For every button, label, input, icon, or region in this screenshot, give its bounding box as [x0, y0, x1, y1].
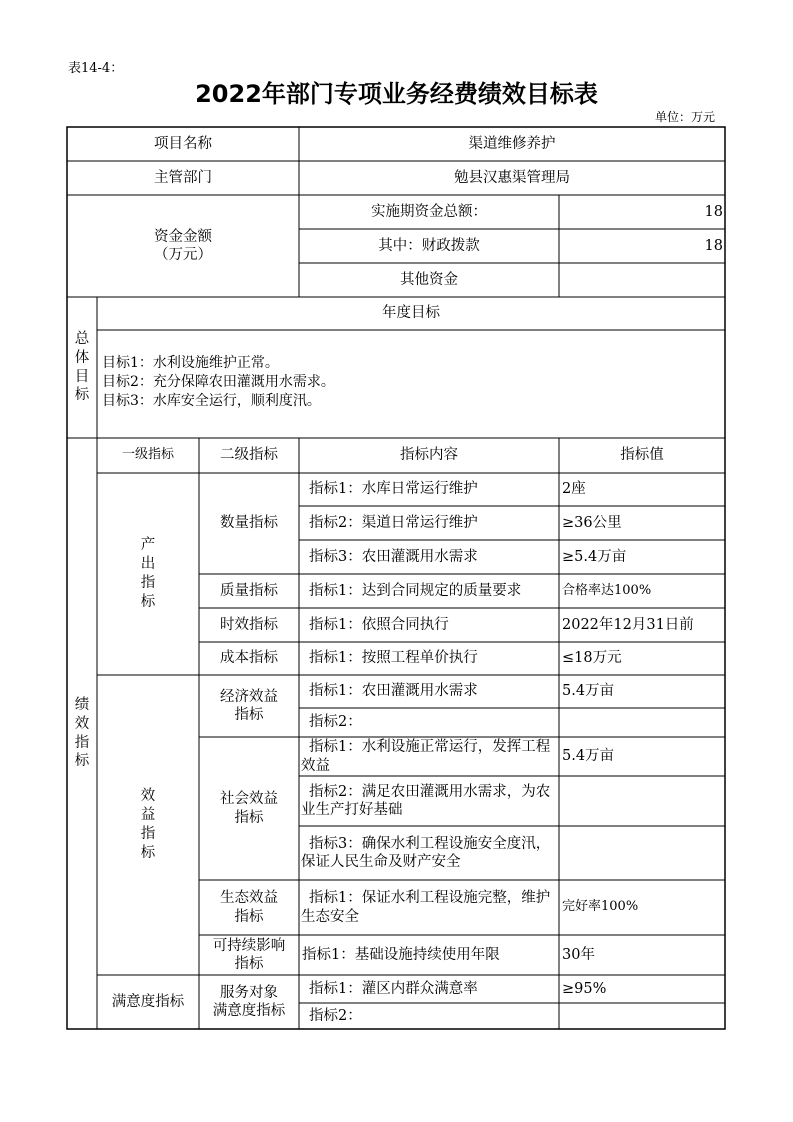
unit-label: 单位：万元: [655, 110, 716, 124]
sustainable-impact-label: [199, 935, 299, 975]
indicator-value: ≥5.4万亩: [562, 548, 627, 565]
indicator-value: 5.4万亩: [562, 748, 615, 765]
project-name-label: 项目名称: [154, 135, 212, 152]
performance-side-label: [67, 438, 97, 1029]
funds-label: [67, 195, 299, 297]
output-char-3: 指: [140, 575, 156, 591]
annual-goal-header: 年度目标: [382, 305, 440, 322]
output-char-2: 出: [140, 556, 156, 573]
indicator-value: [559, 1003, 725, 1029]
indicator-content: 指标1：水库日常运行维护: [309, 481, 478, 498]
benefit-indicators-label: [97, 675, 199, 975]
indicator-content: 指标1：灌区内群众满意率: [309, 980, 478, 997]
service-line1: 服务对象: [220, 984, 278, 1001]
indicator-value: 合格率达100%: [562, 582, 652, 598]
overall-char-4: 标: [74, 387, 90, 404]
perf-char-2: 效: [74, 715, 90, 732]
perf-char-4: 标: [74, 753, 90, 770]
satisfaction-indicators-label: 满意度指标: [111, 993, 185, 1010]
social-line1: 社会效益: [220, 791, 278, 808]
benefit-char-3: 指: [140, 826, 156, 842]
annual-goals-list: [102, 354, 335, 411]
indicator-content: 指标3：农田灌溉用水需求: [309, 548, 478, 565]
indicator-value: 完好率100%: [562, 899, 639, 915]
ecological-line1: 生态效益: [220, 890, 278, 907]
perf-char-1: 绩: [74, 696, 90, 713]
indicator-content: 指标2：: [309, 714, 362, 731]
indicator-value: 30年: [562, 946, 595, 963]
header-value: 指标值: [620, 447, 664, 464]
header-level1: 一级指标: [121, 447, 174, 463]
fiscal-funds-value: 18: [704, 237, 723, 254]
indicator-content: 指标1：达到合同规定的质量要求: [309, 582, 522, 599]
indicator-value: [559, 826, 725, 880]
department-value: 勉县汉惠渠管理局: [454, 169, 570, 186]
indicator-value: 2022年12月31日前: [562, 616, 694, 633]
output-char-1: 产: [140, 537, 156, 554]
goal-3: 目标3：水库安全运行，顺利度汛。: [102, 393, 321, 409]
indicator-content: 指标1：按照工程单价执行: [309, 650, 478, 667]
goal-1: 目标1：水利设施维护正常。: [102, 355, 279, 371]
quality-indicator-label: 质量指标: [220, 582, 278, 599]
total-funds-value: 18: [704, 203, 723, 220]
indicator-value: ≥36公里: [562, 514, 622, 531]
fiscal-funds-label: 其中：财政拨款: [378, 237, 480, 254]
indicator-content: 指标1：依照合同执行: [309, 616, 449, 633]
overall-char-1: 总: [74, 330, 90, 347]
page-title: 2022年部门专项业务经费绩效目标表: [195, 80, 598, 108]
social-benefit-label: [199, 737, 299, 880]
overall-char-2: 体: [74, 349, 90, 366]
ecological-line2: 指标: [234, 908, 264, 925]
indicator-content: 指标1：基础设施持续使用年限: [302, 946, 500, 963]
output-indicators-label: [97, 473, 199, 675]
funds-label-line2: （万元）: [154, 247, 212, 263]
indicator-value: ≥95%: [562, 980, 607, 997]
benefit-char-4: 标: [140, 844, 156, 861]
indicator-content: 指标3：确保水利工程设施安全度汛，保证人民生命及财产安全: [301, 835, 551, 870]
sustainable-line1: 可持续影响: [212, 937, 286, 954]
indicator-value: [559, 776, 725, 826]
quantity-indicator-label: 数量指标: [220, 515, 278, 532]
timeliness-indicator-label: 时效指标: [220, 616, 278, 633]
header-level2: 二级指标: [220, 447, 278, 464]
sustainable-line2: 指标: [234, 956, 264, 972]
service-line2: 满意度指标: [212, 1003, 286, 1019]
goal-2: 目标2：充分保障农田灌溉用水需求。: [102, 374, 335, 390]
table-number: 表14-4：: [68, 61, 124, 76]
indicator-value: [559, 708, 725, 737]
economic-line1: 经济效益: [220, 688, 278, 705]
benefit-char-1: 效: [140, 788, 156, 805]
project-name-value: 渠道维修养护: [468, 135, 556, 152]
benefit-char-2: 益: [140, 807, 156, 824]
indicator-content: 指标1：保证水利工程设施完整，维护生态安全: [301, 890, 551, 925]
ecological-benefit-label: [199, 880, 299, 935]
indicator-value: ≤18万元: [562, 650, 622, 667]
indicator-value: 5.4万亩: [562, 683, 615, 700]
indicator-content: 指标2：满足农田灌溉用水需求，为农业生产打好基础: [301, 783, 551, 818]
indicator-content: 指标1：水利设施正常运行，发挥工程效益: [301, 739, 551, 774]
social-line2: 指标: [234, 809, 264, 826]
economic-line2: 指标: [234, 707, 264, 723]
indicator-content: 指标1：农田灌溉用水需求: [309, 683, 478, 700]
perf-char-3: 指: [74, 734, 90, 751]
economic-benefit-label: [199, 675, 299, 737]
funds-label-line1: 资金金额: [154, 228, 212, 245]
indicator-value: 2座: [562, 481, 586, 498]
output-char-4: 标: [140, 593, 156, 610]
other-funds-label: 其他资金: [400, 271, 458, 288]
indicator-content: 指标2：渠道日常运行维护: [309, 514, 478, 531]
overall-goal-side-label: [67, 297, 97, 438]
department-label: 主管部门: [154, 169, 212, 186]
total-funds-label: 实施期资金总额：: [371, 203, 487, 220]
header-content: 指标内容: [400, 447, 458, 464]
cost-indicator-label: 成本指标: [220, 650, 278, 667]
overall-char-3: 目: [74, 368, 90, 385]
service-satisfaction-label: [199, 975, 299, 1029]
other-funds-value: [559, 263, 725, 297]
indicator-content: 指标2：: [309, 1007, 362, 1024]
